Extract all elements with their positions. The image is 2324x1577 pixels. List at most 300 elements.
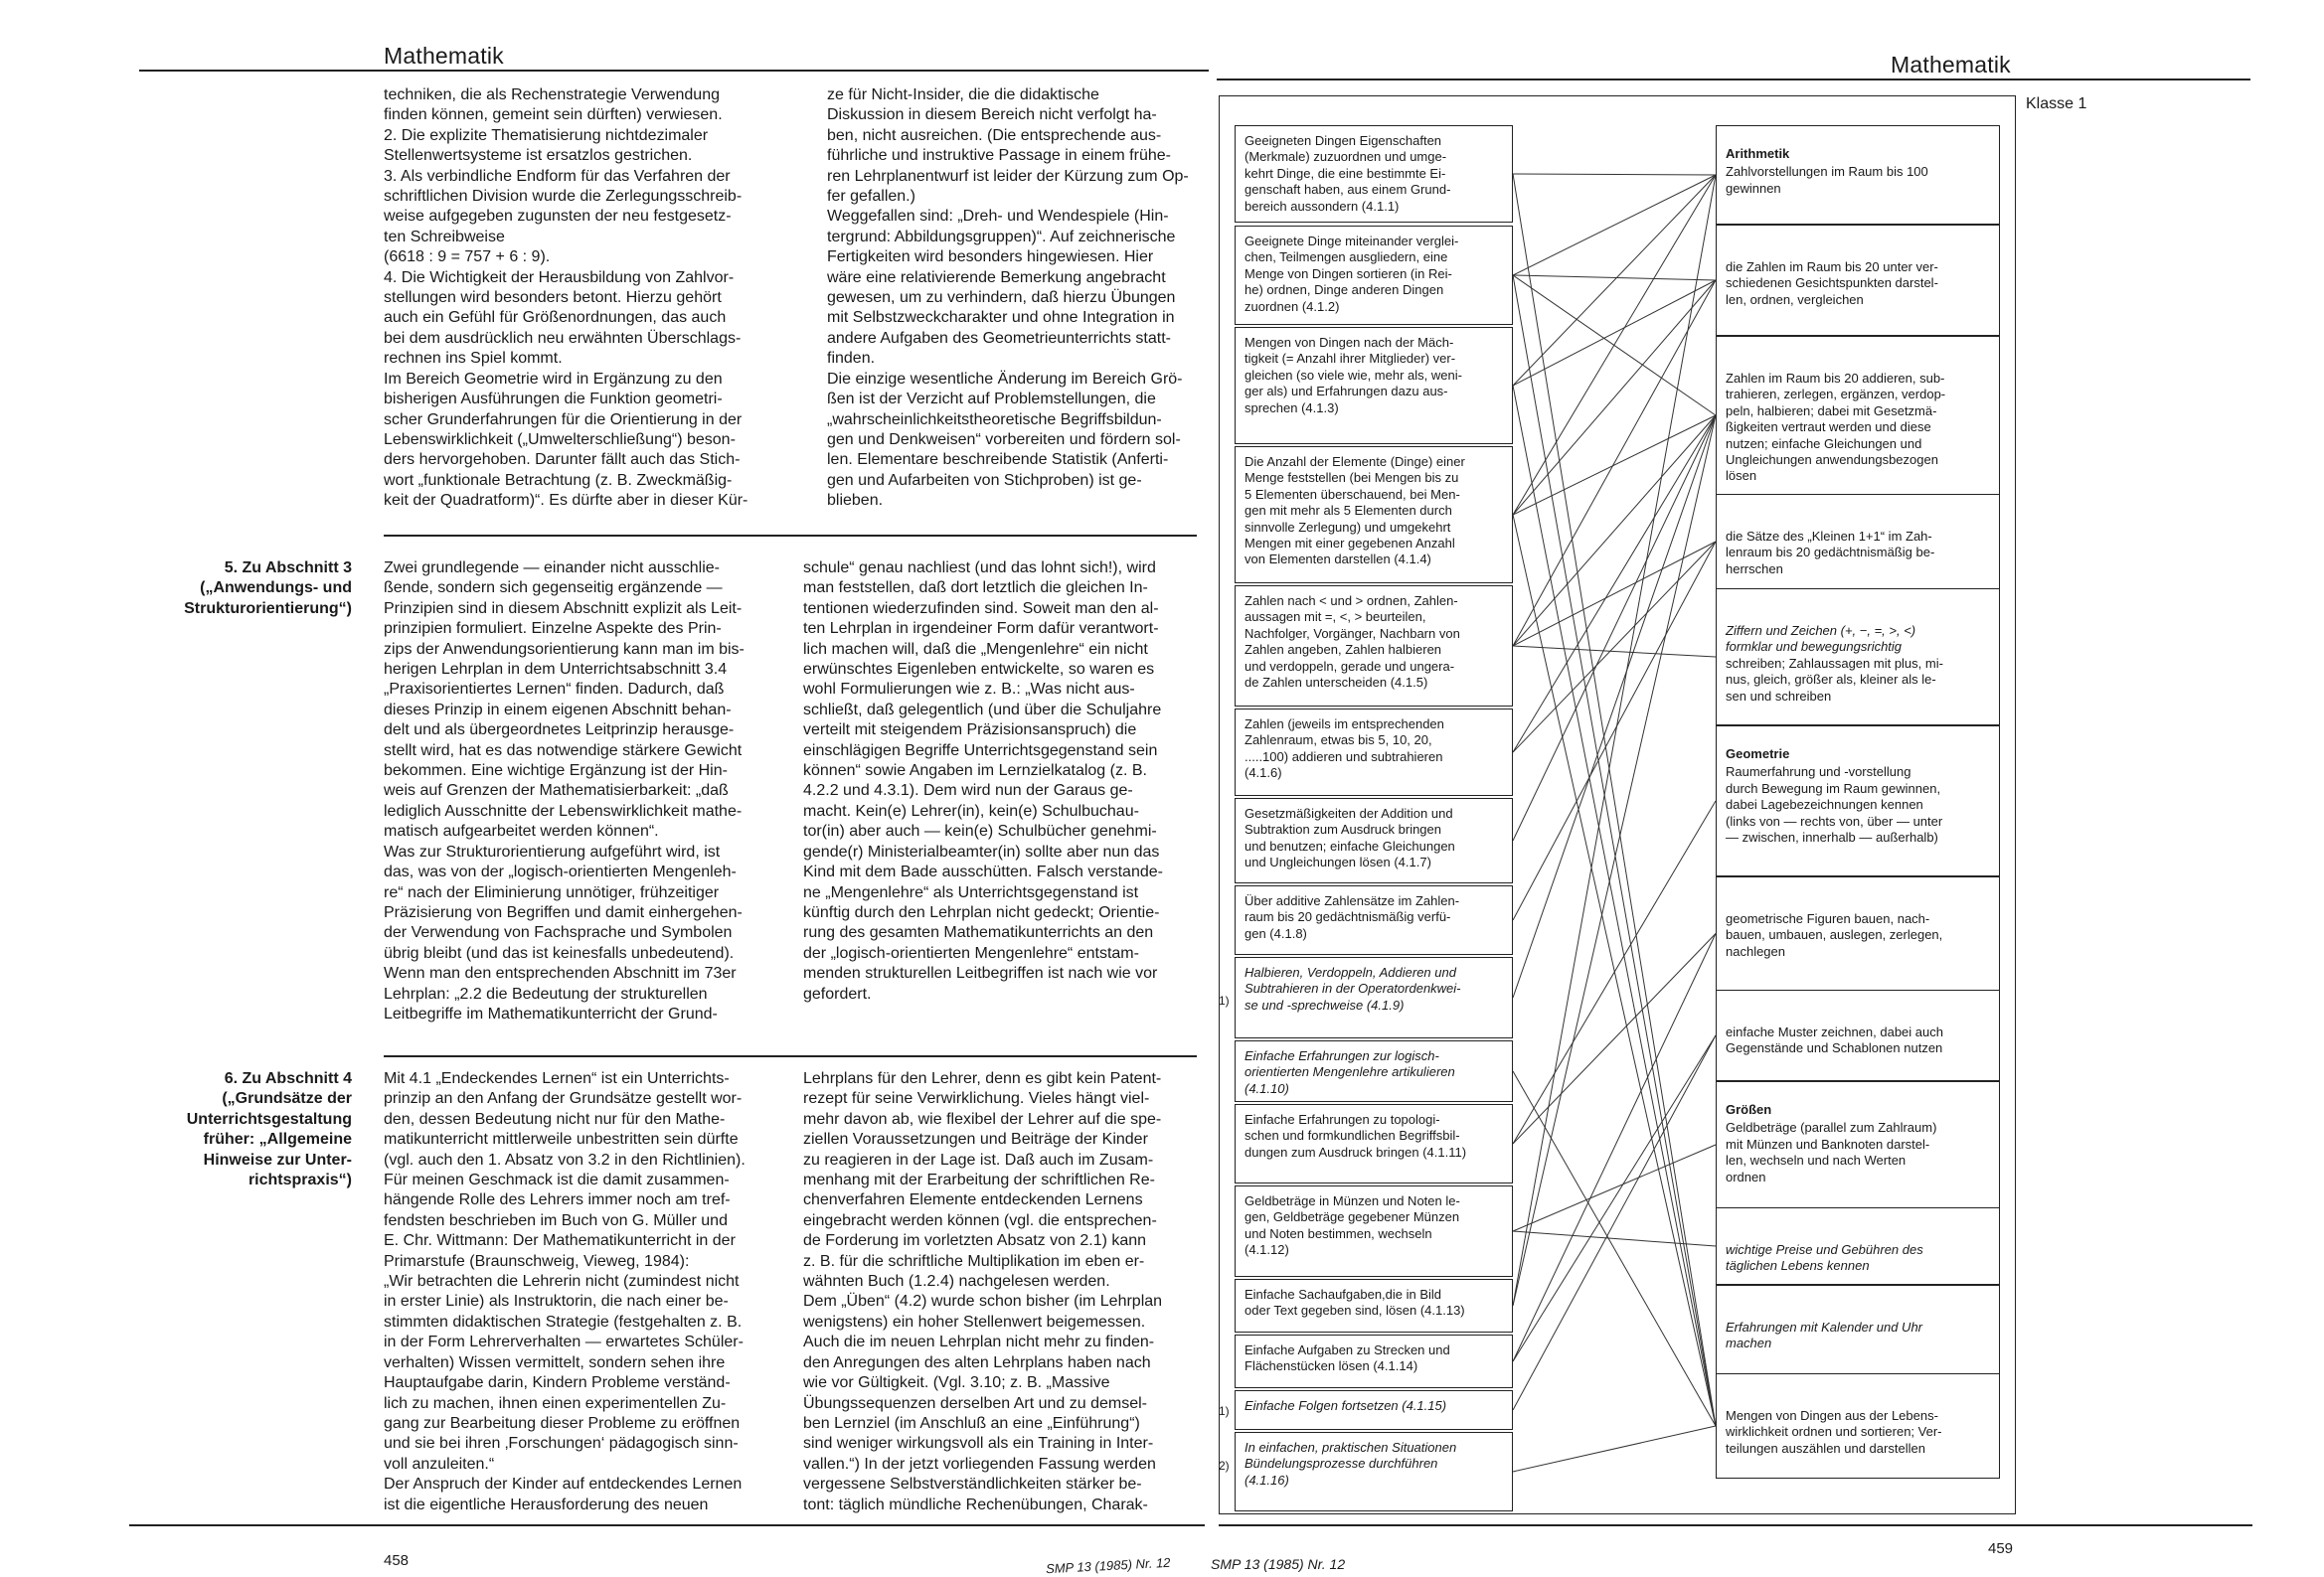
box-text-line: und Ungleichungen lösen (4.1.7) xyxy=(1245,855,1431,870)
box-text-line: Zahlen nach < und > ordnen, Zahlen- xyxy=(1245,593,1458,608)
text-line: 2. Die explizite Thematisierung nichtdezimaler xyxy=(384,126,709,144)
box-text-line: (4.1.12) xyxy=(1245,1242,1289,1258)
connector-line xyxy=(1513,415,1716,1306)
text-line: 3. Als verbindliche Endform für das Verfahren der xyxy=(384,167,731,185)
connector-line xyxy=(1513,1426,1716,1472)
text-line: wähnten Buch (1.2.4) nachgelesen werden. xyxy=(803,1273,1110,1291)
box-text-line: und benutzen; einfache Gleichungen xyxy=(1245,838,1455,854)
text-line: in der Form Lehrerverhalten — erwartetes Schüler- xyxy=(384,1334,744,1351)
text-line: 6. Zu Abschnitt 4 xyxy=(224,1070,352,1087)
box-text-line: Subtrahieren in der Operatordenkwei- xyxy=(1245,981,1461,997)
box-heading: Geometrie xyxy=(1726,746,1790,761)
lernziel-box xyxy=(1235,1390,1513,1430)
text-line: prinzipien formuliert. Einzelne Aspekte des Prin- xyxy=(384,620,722,638)
text-line: techniken, die als Rechenstrategie Verwendung xyxy=(384,86,720,103)
text-line: chenverfahren Elemente entdeckenden Lernens xyxy=(803,1191,1143,1209)
box-text-line: ger als) und Erfahrungen dazu aus- xyxy=(1245,384,1448,399)
text-line: bei dem ausdrücklich neu erwähnten Überschlags- xyxy=(384,329,742,347)
text-line: stellt wird, hat es das notwendige stärkere Gewicht xyxy=(384,741,743,759)
right-page-number: 459 xyxy=(1988,1540,2014,1557)
text-line: rezept für seine Verwirklichung. Vieles hängt viel- xyxy=(803,1090,1150,1108)
box-text-line: Menge von Dingen sortieren (in Rei- xyxy=(1245,265,1452,281)
text-line: 4. Die Wichtigkeit der Herausbildung von Zahlvor- xyxy=(384,268,735,286)
lehrplan-box xyxy=(1716,1207,2000,1285)
box-text-line: schiedenen Gesichtspunkten darstel- xyxy=(1726,275,1938,291)
text-line: Wenn man den entsprechenden Abschnitt im 73er xyxy=(384,965,737,983)
box-text-line: Zahlen angeben, Zahlen halbieren xyxy=(1245,642,1442,658)
text-line: ze für Nicht-Insider, die die didaktische xyxy=(827,86,1099,103)
lernziel-box xyxy=(1235,446,1513,583)
text-line: menden strukturellen Leitbegriffen ist nach wie vor xyxy=(803,965,1158,983)
text-line: re“ nach der Eliminierung unnötiger, frühzeitiger xyxy=(384,883,720,901)
text-line: Auch die im neuen Lehrplan nicht mehr zu finden- xyxy=(803,1334,1155,1351)
text-line: „Wir betrachten die Lehrerin nicht (zumindest nicht xyxy=(384,1273,740,1291)
connector-line xyxy=(1513,386,1716,1426)
text-line: „wahrscheinlichkeitstheoretische Begriffsbildun- xyxy=(827,410,1162,428)
text-line: Unterrichtsgestaltung xyxy=(186,1110,352,1128)
lernziel-box xyxy=(1235,125,1513,223)
box-text-line: Erfahrungen mit Kalender und Uhr xyxy=(1726,1320,1923,1335)
text-line: den Anregungen des alten Lehrplans haben nach xyxy=(803,1353,1151,1371)
box-text-line: (Merkmale) zuzuordnen und umge- xyxy=(1245,149,1447,165)
text-line: menhang mit der Erarbeitung der schriftlichen Re- xyxy=(803,1172,1155,1189)
text-line: ist die eigentliche Herausforderung des neuen xyxy=(384,1496,709,1513)
box-text-line: trahieren, zerlegen, ergänzen, verdop- xyxy=(1726,387,1946,402)
text-line: der Verwendung von Fachsprache und Symbolen xyxy=(384,924,733,942)
box-text-line: gleichen (so viele wie, mehr als, weni- xyxy=(1245,367,1462,383)
box-text-line: Zahlvorstellungen im Raum bis 100 xyxy=(1726,164,1928,180)
text-line: blieben. xyxy=(827,492,884,510)
text-line: gang zur Bearbeitung dieser Probleme zu eröffnen xyxy=(384,1414,741,1432)
box-text-line: täglichen Lebens kennen xyxy=(1726,1258,1870,1274)
box-text-line: Geeigneten Dingen Eigenschaften xyxy=(1245,133,1442,148)
box-text-line: gen (4.1.8) xyxy=(1245,925,1307,941)
text-line: einschlägigen Begriffe Unterrichtsgegenstand sein xyxy=(803,741,1158,759)
box-text-line: die Sätze des „Kleinen 1+1“ im Zah- xyxy=(1726,529,1932,544)
text-line: ne „Mengenlehre“ als Unterrichtsgegenstand ist xyxy=(803,883,1139,901)
text-line: gen und Aufarbeiten von Stichproben) ist ge- xyxy=(827,471,1142,489)
lehrplan-box xyxy=(1716,990,2000,1081)
text-line: sind weniger wirkungsvoll als ein Training in Inter- xyxy=(803,1435,1154,1453)
box-text-line: wirklichkeit ordnen und sortieren; Ver- xyxy=(1726,1424,1942,1440)
text-line: ten Lehrplan in irgendeiner Form dafür verantwort- xyxy=(803,620,1159,638)
footnote-mark: 1) xyxy=(1219,1404,1230,1418)
text-line: können“ sowie Angaben im Lernzielkatalog (z. B. xyxy=(803,762,1147,780)
text-line: Was zur Strukturorientierung aufgeführt wird, ist xyxy=(384,843,721,861)
box-text-line: Subtraktion zum Ausdruck bringen xyxy=(1245,822,1441,838)
text-line: tor(in) aber auch — kein(e) Schulbücher genehmi- xyxy=(803,823,1157,841)
box-text-line: dungen zum Ausdruck bringen (4.1.11) xyxy=(1245,1144,1467,1160)
box-text-line: geometrische Figuren bauen, nach- xyxy=(1726,911,1930,926)
box-text-line: Einfache Erfahrungen zur logisch- xyxy=(1245,1048,1439,1063)
box-heading: Größen xyxy=(1726,1102,1772,1117)
text-line: ten Schreibweise xyxy=(384,228,505,245)
box-text-line: oder Text gegeben sind, lösen (4.1.13) xyxy=(1245,1303,1465,1319)
box-text-line: Geldbeträge (parallel zum Zahlraum) xyxy=(1726,1120,1937,1136)
text-line: fendsten beschrieben im Buch von G. Müller und xyxy=(384,1211,728,1229)
text-line: Die einzige wesentliche Änderung im Bereich Grö- xyxy=(827,370,1183,388)
text-line: len. Elementare beschreibende Statistik (Anferti- xyxy=(827,451,1169,469)
text-line: de Forderung im vorletzten Absatz von 2.1) kann xyxy=(803,1232,1147,1250)
box-text-line: de Zahlen unterscheiden (4.1.5) xyxy=(1245,675,1428,691)
box-text-line: Gegenstände und Schablonen nutzen xyxy=(1726,1040,1943,1056)
box-text-line: Bündelungsprozesse durchführen xyxy=(1245,1456,1438,1472)
text-line: stimmten didaktischen Strategie (festgehalten z. B. xyxy=(384,1313,743,1331)
lernziel-box xyxy=(1235,327,1513,444)
text-line: Dem „Üben“ (4.2) wurde schon bisher (im Lehrplan xyxy=(803,1293,1163,1311)
text-line: macht. Kein(e) Lehrer(in), kein(e) Schulbuchau- xyxy=(803,802,1139,820)
text-line: voll anzuleiten.“ xyxy=(384,1455,495,1473)
text-line: tergrund: Abbildungsgruppen)“. Auf zeichnerische xyxy=(827,228,1176,245)
text-line: gewesen, um zu verhindern, daß hierzu Übungen xyxy=(827,289,1176,307)
text-line: bisherigen Ausführungen die Funktion geometri- xyxy=(384,391,723,408)
box-text-line: ßigkeiten vertraut werden und diese xyxy=(1726,419,1931,435)
text-line: prinzip an den Anfang der Grundsätze gestellt wor- xyxy=(384,1090,743,1108)
text-line: finden. xyxy=(827,350,876,368)
lernziel-box xyxy=(1235,885,1513,955)
text-line: bekommen. Eine wichtige Ergänzung ist der Hin- xyxy=(384,762,728,780)
text-line: führliche und instruktive Passage in einem frühe- xyxy=(827,147,1171,165)
text-line: vallen.“) In der jetzt vorliegenden Fassung werden xyxy=(803,1455,1156,1473)
lehrplan-box xyxy=(1716,725,2000,876)
lernziel-box xyxy=(1235,1040,1513,1102)
text-line: Stellenwertsysteme ist ersatzlos gestrichen. xyxy=(384,147,693,165)
box-text-line: und verdoppeln, gerade und ungera- xyxy=(1245,658,1455,674)
box-text-line: machen xyxy=(1726,1336,1772,1351)
text-line: hängende Rolle des Lehrers immer noch am tref- xyxy=(384,1191,731,1209)
connector-line xyxy=(1513,175,1716,386)
lernziel-box xyxy=(1235,585,1513,707)
footnote-mark: 1) xyxy=(1219,994,1230,1008)
right-footer: SMP 13 (1985) Nr. 12 xyxy=(1211,1556,1346,1572)
lehrplan-box xyxy=(1716,1285,2000,1374)
lehrplan-box xyxy=(1716,336,2000,495)
text-line: fer gefallen.) xyxy=(827,188,915,206)
box-text-line: len, ordnen, vergleichen xyxy=(1726,291,1864,307)
lehrplan-box xyxy=(1716,1373,2000,1479)
text-line: Kind mit dem Bade ausschütten. Falsch verstande- xyxy=(803,864,1163,881)
box-text-line: und Noten bestimmen, wechseln xyxy=(1245,1225,1432,1241)
text-line: in erster Linie) als Instruktorin, die nach einer be- xyxy=(384,1293,729,1311)
footnote-mark: 2) xyxy=(1219,1459,1230,1473)
text-line: Lehrplans für den Lehrer, denn es gibt kein Patent- xyxy=(803,1070,1162,1087)
box-text-line: In einfachen, praktischen Situationen xyxy=(1245,1440,1457,1455)
text-line: schule“ genau nachliest (und das lohnt sich!), wird xyxy=(803,559,1156,576)
text-line: ren Lehrplanentwurf ist leider der Kürzung zum Op- xyxy=(827,167,1189,185)
text-line: ders hervorgehoben. Darunter fällt auch das Stich- xyxy=(384,451,741,469)
text-line: ßen ist der Verzicht auf Problemstellungen, die xyxy=(827,391,1156,408)
text-line: Diskussion in diesem Bereich nicht verfolgt ha- xyxy=(827,106,1157,124)
text-line: Weggefallen sind: „Dreh- und Wendespiele (Hin- xyxy=(827,208,1169,226)
text-line: erwünschtes Eigenleben entwickelte, so waren es xyxy=(803,661,1155,679)
text-line: und sie bei ihren ‚Forschungen‘ pädagogisch sinn- xyxy=(384,1435,739,1453)
right-running-head: Mathematik xyxy=(1891,52,2011,78)
connector-line xyxy=(1513,174,1716,175)
text-line: verhalten) Wissen vermittelt, sondern sehen ihre xyxy=(384,1353,726,1371)
text-line: eingebracht werden können (vgl. die entsprechen- xyxy=(803,1211,1157,1229)
box-text-line: lösen xyxy=(1726,468,1757,484)
text-line: lich zu machen, ihnen einen experimentellen Zu- xyxy=(384,1394,727,1412)
text-line: keit der Quadratform)“. Es dürfte aber in dieser Kür- xyxy=(384,492,748,510)
box-text-line: Die Anzahl der Elemente (Dinge) einer xyxy=(1245,454,1465,469)
connector-line xyxy=(1513,1145,1716,1231)
lehrplan-box xyxy=(1716,588,2000,725)
left-footer: SMP 13 (1985) Nr. 12 xyxy=(1045,1554,1171,1577)
text-line: ziellen Voraussetzungen und Beiträge der Kinder xyxy=(803,1131,1148,1149)
text-line: Lebenswirklichkeit („Umwelterschließung“) beson- xyxy=(384,430,736,448)
text-line: gen und Denkweisen“ vorbereiten und fördern sol- xyxy=(827,430,1181,448)
box-text-line: orientierten Mengenlehre artikulieren xyxy=(1245,1064,1455,1080)
text-line: stellungen wird besonders betont. Hierzu gehört xyxy=(384,289,722,307)
text-line: 5. Zu Abschnitt 3 xyxy=(224,559,352,576)
box-text-line: Geldbeträge in Münzen und Noten le- xyxy=(1245,1193,1460,1208)
box-text-line: wichtige Preise und Gebühren des xyxy=(1726,1242,1923,1257)
text-line: gende(r) Ministerialbeamter(in) sollte aber nun das xyxy=(803,843,1160,861)
box-text-line: aussagen mit =, <, > beurteilen, xyxy=(1245,609,1426,625)
box-text-line: Einfache Aufgaben zu Strecken und xyxy=(1245,1342,1450,1357)
box-text-line: Mengen mit einer gegebenen Anzahl xyxy=(1245,536,1455,552)
text-line: lediglich Ausschnitte der Lebenswirklichkeit mathe- xyxy=(384,802,743,820)
box-text-line: schen und formkundlichen Begriffsbil- xyxy=(1245,1128,1460,1144)
lernziel-box xyxy=(1235,957,1513,1038)
box-text-line: formklar und bewegungsrichtig xyxy=(1726,639,1903,655)
text-line: Übungssequenzen derselben Art und zu demsel- xyxy=(803,1394,1147,1412)
text-line: schriftlichen Division wurde die Zerlegungsschreib- xyxy=(384,188,743,206)
box-text-line: kehrt Dinge, die eine bestimmte Ei- xyxy=(1245,165,1446,181)
box-text-line: Nachfolger, Vorgänger, Nachbarn von xyxy=(1245,625,1460,641)
box-text-line: Menge feststellen (bei Mengen bis zu xyxy=(1245,470,1459,486)
text-line: Hinweise zur Unter- xyxy=(203,1151,352,1169)
connector-line xyxy=(1513,415,1716,998)
box-text-line: Geeignete Dinge miteinander verglei- xyxy=(1245,234,1459,248)
box-text-line: ordnen xyxy=(1726,1169,1766,1184)
text-line: Leitbegriffe im Mathematikunterricht der Grund- xyxy=(384,1005,718,1023)
text-line: Prinzipien sind in diesem Abschnitt explizit als Leit- xyxy=(384,599,743,617)
box-text-line: gewinnen xyxy=(1726,180,1781,196)
text-line: („Anwendungs- und xyxy=(200,579,352,597)
text-line: künftig durch den Lehrplan nicht gedeckt; Orientie- xyxy=(803,903,1160,921)
left-page-number: 458 xyxy=(384,1552,410,1569)
box-text-line: (4.1.10) xyxy=(1245,1080,1289,1096)
text-line: mehr davon ab, wie flexibel der Lehrer auf die spe- xyxy=(803,1110,1162,1128)
connector-line xyxy=(1513,542,1716,920)
text-line: verteilt mit steigendem Präzisionsanspruch) die xyxy=(803,721,1137,739)
box-heading: Arithmetik xyxy=(1726,146,1790,161)
lehrplan-box xyxy=(1716,125,2000,225)
text-line: weis auf Grenzen der Mathematisierbarkeit: „daß xyxy=(384,782,729,800)
lehrplan-box xyxy=(1716,494,2000,589)
text-line: ben, nicht ausreichen. (Die entsprechende aus- xyxy=(827,126,1162,144)
text-line: ßende, sondern sich gegenseitig ergänzende — xyxy=(384,579,723,597)
text-line: ben Lernziel (im Anschluß an eine „Einführung“) xyxy=(803,1414,1140,1432)
box-text-line: die Zahlen im Raum bis 20 unter ver- xyxy=(1726,259,1938,274)
text-line: delt und als übergeordnetes Leitprinzip herausge- xyxy=(384,721,735,739)
connector-line xyxy=(1513,275,1716,280)
text-line: gefordert. xyxy=(803,985,872,1003)
box-text-line: len, wechseln und nach Werten xyxy=(1726,1153,1907,1169)
box-text-line: tigkeit (= Anzahl ihrer Mitglieder) ver- xyxy=(1245,351,1456,367)
text-line: rung des gesamten Mathematikunterrichts an den xyxy=(803,924,1154,942)
box-text-line: .....100) addieren und subtrahieren xyxy=(1245,748,1443,764)
box-text-line: zuordnen (4.1.2) xyxy=(1245,298,1340,314)
connector-line xyxy=(1513,542,1716,646)
connector-line xyxy=(1513,934,1716,1145)
text-line: lich machen will, daß die „Mengenlehre“ ein nicht xyxy=(803,640,1148,658)
text-line: zu reagieren in der Lage ist. Daß auch im Zusam- xyxy=(803,1151,1154,1169)
box-text-line: Über additive Zahlensätze im Zahlen- xyxy=(1245,893,1460,908)
text-line: weise aufgegeben zugunsten der neu festgesetz- xyxy=(384,208,732,226)
text-line: andere Aufgaben des Geometrieunterrichts statt- xyxy=(827,329,1171,347)
box-text-line: nus, gleich, größer als, kleiner als le- xyxy=(1726,672,1936,688)
text-line: 4.2.2 und 4.3.1). Dem wird nun der Garaus ge- xyxy=(803,782,1133,800)
text-line: früher: „Allgemeine xyxy=(203,1131,352,1149)
box-text-line: sprechen (4.1.3) xyxy=(1245,399,1339,415)
text-line: matisch aufgearbeitet werden können“. xyxy=(384,823,659,841)
text-line: Zwei grundlegende — einander nicht ausschlie- xyxy=(384,559,720,576)
text-line: mit Selbstzweckcharakter und ohne Integration in xyxy=(827,309,1175,327)
text-line: („Grundsätze der xyxy=(222,1090,352,1108)
box-text-line: sen und schreiben xyxy=(1726,688,1832,704)
text-line: tont: täglich mündliche Rechenübungen, Charak- xyxy=(803,1496,1148,1513)
box-text-line: raum bis 20 gedächtnismäßig verfü- xyxy=(1245,909,1451,925)
box-text-line: nutzen; einfache Gleichungen und xyxy=(1726,435,1922,451)
text-line: zips der Anwendungsorientierung kann man im bis- xyxy=(384,640,745,658)
box-text-line: teilungen auszählen und darstellen xyxy=(1726,1440,1925,1456)
lernziel-box xyxy=(1235,1432,1513,1511)
text-line: den, dessen Bedeutung nicht nur für den Mathe- xyxy=(384,1110,726,1128)
box-text-line: Einfache Folgen fortsetzen (4.1.15) xyxy=(1245,1398,1447,1413)
text-line: (6618 : 9 = 757 + 6 : 9). xyxy=(384,248,551,266)
text-line: schließt, daß gelegentlich (und über die Schuljahre xyxy=(803,701,1162,718)
box-text-line: (4.1.6) xyxy=(1245,765,1282,781)
connector-line xyxy=(1513,934,1716,1362)
connector-line xyxy=(1513,1035,1716,1361)
box-text-line: Flächenstücken lösen (4.1.14) xyxy=(1245,1358,1418,1374)
lernziel-box xyxy=(1235,1104,1513,1183)
text-line: Strukturorientierung“) xyxy=(184,599,352,617)
box-text-line: einfache Muster zeichnen, dabei auch xyxy=(1726,1025,1943,1039)
box-text-line: dabei Lagebezeichnungen kennen xyxy=(1726,797,1923,813)
text-line: Hauptaufgabe darin, Kindern Probleme verständ- xyxy=(384,1374,731,1392)
text-line: richtspraxis“) xyxy=(248,1172,352,1189)
text-line: wäre eine relativierende Bemerkung angebracht xyxy=(827,268,1166,286)
box-text-line: (links von — rechts von, über — unter xyxy=(1726,813,1943,829)
connector-line xyxy=(1513,1071,1716,1426)
box-text-line: Ziffern und Zeichen (+, −, =, >, <) xyxy=(1726,623,1916,638)
lernziel-box xyxy=(1235,226,1513,325)
box-text-line: schreiben; Zahlaussagen mit plus, mi- xyxy=(1726,655,1943,671)
text-line: Mit 4.1 „Endeckendes Lernen“ ist ein Unterrichts- xyxy=(384,1070,730,1087)
lernziel-box xyxy=(1235,1279,1513,1333)
text-line: herigen Lehrplan in dem Unterrichtsabschnitt 3.4 xyxy=(384,661,728,679)
box-text-line: he) ordnen, Dinge anderen Dingen xyxy=(1245,282,1444,298)
text-line: Für meinen Geschmack ist die damit zusammen- xyxy=(384,1172,730,1189)
text-line: E. Chr. Wittmann: Der Mathematikunterricht in der xyxy=(384,1232,736,1250)
box-text-line: se und -sprechweise (4.1.9) xyxy=(1245,997,1405,1013)
text-line: z. B. für die schriftliche Multiplikation im eben er- xyxy=(803,1252,1145,1270)
text-line: Präzisierung von Begriffen und damit einhergehen- xyxy=(384,903,743,921)
lernziel-box xyxy=(1235,1185,1513,1277)
text-line: Primarstufe (Braunschweig, Vieweg, 1984): xyxy=(384,1252,690,1270)
box-text-line: Zahlenraum, etwas bis 5, 10, 20, xyxy=(1245,732,1432,748)
connector-line xyxy=(1513,542,1716,752)
lernziel-box xyxy=(1235,1335,1513,1388)
text-line: auch ein Gefühl für Größenordnungen, das auch xyxy=(384,309,727,327)
text-line: matikunterricht mittlerweile unbestritten sein dürfte xyxy=(384,1131,739,1149)
box-text-line: Zahlen (jeweils im entsprechenden xyxy=(1245,716,1444,731)
box-text-line: bereich aussondern (4.1.1) xyxy=(1245,198,1400,214)
connector-line xyxy=(1513,415,1716,752)
box-text-line: nachlegen xyxy=(1726,943,1785,959)
box-text-line: herrschen xyxy=(1726,560,1783,576)
box-text-line: sinnvolle Zerlegung) und umgekehrt xyxy=(1245,519,1451,535)
box-text-line: mit Münzen und Banknoten darstel- xyxy=(1726,1136,1930,1152)
box-text-line: gen, Geldbeträge gegebener Münzen xyxy=(1245,1209,1460,1225)
box-text-line: — zwischen, innerhalb — außerhalb) xyxy=(1726,830,1938,846)
text-line: vergessene Selbstverständlichkeiten stärker be- xyxy=(803,1476,1142,1494)
box-text-line: von Elementen darstellen (4.1.4) xyxy=(1245,552,1431,567)
box-text-line: bauen, umbauen, auslegen, zerlegen, xyxy=(1726,927,1943,943)
text-line: das, was von der „logisch-orientierten Mengenleh- xyxy=(384,864,737,881)
box-text-line: lenraum bis 20 gedächtnismäßig be- xyxy=(1726,545,1935,560)
lehrplan-box xyxy=(1716,225,2000,336)
text-line: wort „funktionale Betrachtung (z. B. Zweckmäßig- xyxy=(384,471,733,489)
text-line: übrig bleibt (und das ist keinesfalls unbedeutend). xyxy=(384,944,735,962)
box-text-line: peln, halbieren; dabei mit Gesetzmä- xyxy=(1726,402,1937,418)
box-text-line: 5 Elementen überschauend, bei Men- xyxy=(1245,486,1460,502)
box-text-line: Ungleichungen anwendungsbezogen xyxy=(1726,452,1938,468)
box-text-line: (4.1.16) xyxy=(1245,1472,1289,1488)
lernziel-box xyxy=(1235,709,1513,796)
box-text-line: genschaft haben, aus einem Grund- xyxy=(1245,182,1451,198)
text-line: rechnen ins Spiel kommt. xyxy=(384,350,563,368)
text-line: finden können, gemeint sein dürften) verwiesen. xyxy=(384,106,723,124)
lernziel-box xyxy=(1235,798,1513,883)
text-line: der „logisch-orientierten Mengenlehre“ entstam- xyxy=(803,944,1139,962)
connector-line xyxy=(1513,275,1716,1426)
text-line: Der Anspruch der Kinder auf entdeckendes Lernen xyxy=(384,1476,743,1494)
text-line: scher Grunderfahrungen für die Orientierung in der xyxy=(384,410,743,428)
text-line: wie vor Gültigkeit. (Vgl. 3.10; z. B. „Massive xyxy=(803,1374,1110,1392)
box-text-line: Zahlen im Raum bis 20 addieren, sub- xyxy=(1726,371,1945,386)
box-text-line: Einfache Sachaufgaben,die in Bild xyxy=(1245,1287,1442,1302)
box-text-line: Raumerfahrung und -vorstellung xyxy=(1726,764,1911,780)
box-text-line: Mengen von Dingen aus der Lebens- xyxy=(1726,1408,1938,1423)
box-text-line: Einfache Erfahrungen zu topologi- xyxy=(1245,1112,1440,1127)
text-line: Im Bereich Geometrie wird in Ergänzung zu den xyxy=(384,370,723,388)
text-line: „Praxisorientiertes Lernen“ finden. Dadurch, daß xyxy=(384,681,725,699)
box-text-line: gen mit mehr als 5 Elementen durch xyxy=(1245,503,1452,519)
text-line: wenigstens) ein hoher Stellenwert beigemessen. xyxy=(803,1313,1146,1331)
lehrplan-box xyxy=(1716,876,2000,991)
text-line: Lehrplan: „2.2 die Bedeutung der strukturellen xyxy=(384,985,708,1003)
lehrplan-box xyxy=(1716,1081,2000,1208)
text-line: dieses Prinzip in einem eigenen Abschnitt behan- xyxy=(384,701,732,718)
box-text-line: Mengen von Dingen nach der Mäch- xyxy=(1245,335,1454,350)
left-running-head: Mathematik xyxy=(384,43,504,69)
text-line: Fertigkeiten wird besonders hingewiesen. Hier xyxy=(827,248,1154,266)
text-line: (vgl. auch den 1. Absatz von 3.2 in den Richtlinien). xyxy=(384,1151,746,1169)
box-text-line: chen, Teilmengen ausgliedern, eine xyxy=(1245,249,1448,265)
text-line: wohl Formulierungen wie z. B.: „Was nicht aus- xyxy=(803,681,1135,699)
klasse-label: Klasse 1 xyxy=(2026,95,2087,112)
box-text-line: Halbieren, Verdoppeln, Addieren und xyxy=(1245,965,1456,980)
box-text-line: durch Bewegung im Raum gewinnen, xyxy=(1726,780,1941,796)
right-foot-rule xyxy=(1219,1524,2252,1526)
text-line: man feststellen, daß dort letztlich die gleichen In- xyxy=(803,579,1148,597)
text-line: tentionen wiederzufinden sind. Soweit man den al- xyxy=(803,599,1159,617)
box-text-line: Gesetzmäßigkeiten der Addition und xyxy=(1245,806,1453,821)
